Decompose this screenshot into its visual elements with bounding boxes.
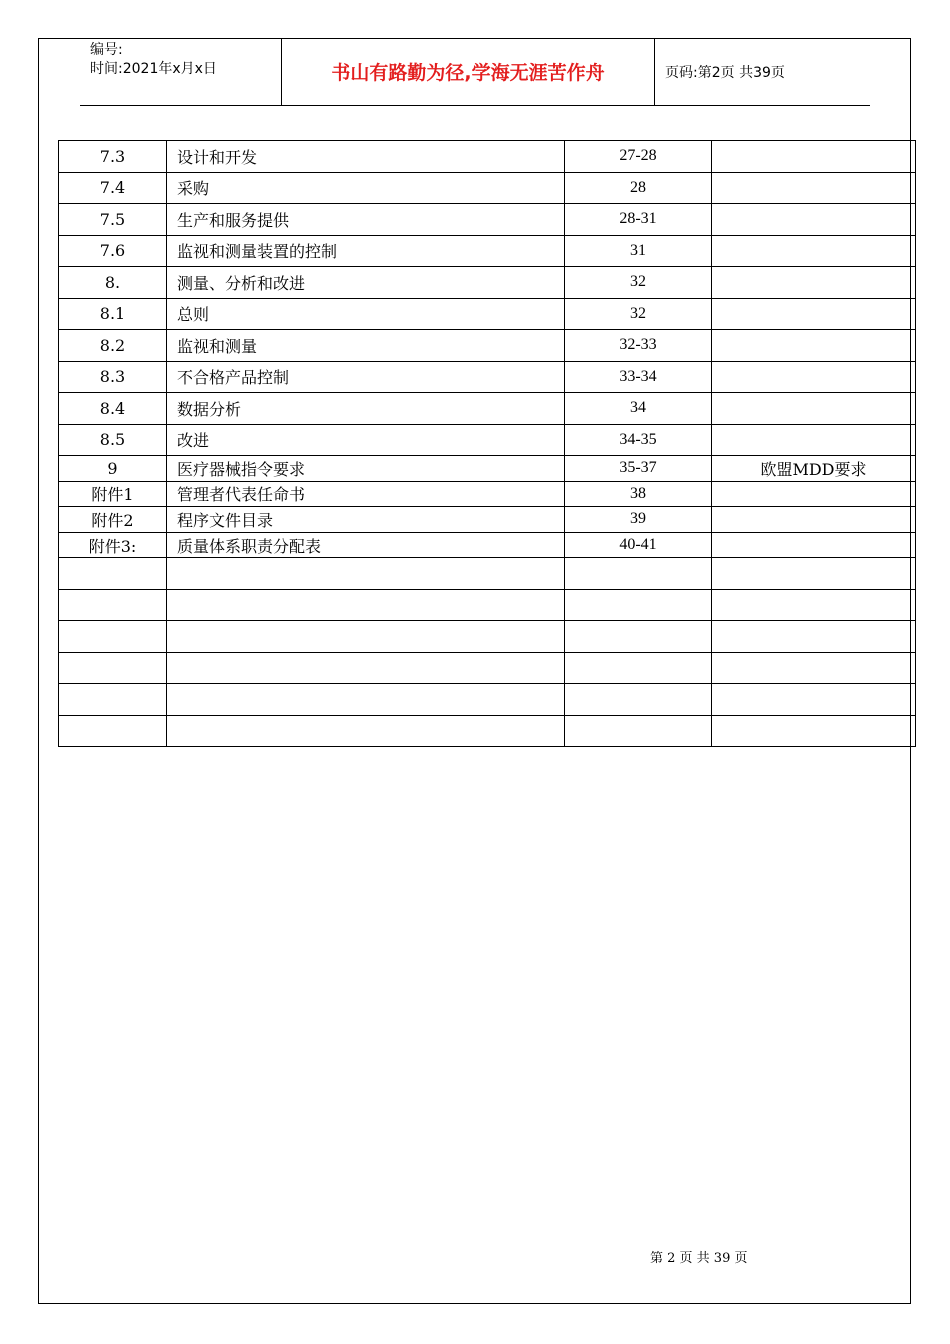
section-number: 7.5 <box>59 204 167 236</box>
section-title: 改进 <box>167 424 565 456</box>
section-number: 7.6 <box>59 235 167 267</box>
section-number: 附件1 <box>59 481 167 507</box>
section-note <box>712 267 916 299</box>
section-pages: 28 <box>565 172 712 204</box>
document-number-label: 编号: <box>90 42 123 58</box>
document-header <box>80 38 870 106</box>
section-number: 8.4 <box>59 393 167 425</box>
empty-table-row <box>59 684 916 716</box>
page-footer: 第 2 页 共 39 页 <box>650 1251 748 1266</box>
section-pages: 32-33 <box>565 330 712 362</box>
section-pages: 32 <box>565 298 712 330</box>
section-note <box>712 481 916 507</box>
section-pages: 27-28 <box>565 141 712 173</box>
section-note <box>712 424 916 456</box>
section-title: 程序文件目录 <box>167 507 565 533</box>
section-pages: 34-35 <box>565 424 712 456</box>
section-pages: 40-41 <box>565 532 712 558</box>
section-number: 附件2 <box>59 507 167 533</box>
section-note <box>712 507 916 533</box>
table-row <box>59 456 916 482</box>
table-row <box>59 141 916 173</box>
section-title: 医疗器械指令要求 <box>167 456 565 482</box>
section-note <box>712 204 916 236</box>
section-note <box>712 330 916 362</box>
document-date: 时间:2021年x月x日 <box>90 61 217 77</box>
section-note <box>712 298 916 330</box>
section-pages: 31 <box>565 235 712 267</box>
table-row <box>59 172 916 204</box>
section-number: 附件3: <box>59 532 167 558</box>
section-number: 8.5 <box>59 424 167 456</box>
section-pages: 39 <box>565 507 712 533</box>
section-number: 8.3 <box>59 361 167 393</box>
table-row <box>59 298 916 330</box>
section-title: 总则 <box>167 298 565 330</box>
section-title: 管理者代表任命书 <box>167 481 565 507</box>
table-row <box>59 424 916 456</box>
section-number: 7.3 <box>59 141 167 173</box>
section-pages: 28-31 <box>565 204 712 236</box>
table-row <box>59 481 916 507</box>
section-title: 采购 <box>167 172 565 204</box>
section-title: 监视和测量装置的控制 <box>167 235 565 267</box>
section-title: 质量体系职责分配表 <box>167 532 565 558</box>
section-note <box>712 141 916 173</box>
table-row <box>59 330 916 362</box>
header-motto: 书山有路勤为径,学海无涯苦作舟 <box>281 38 655 105</box>
section-pages: 35-37 <box>565 456 712 482</box>
empty-table-row <box>59 589 916 621</box>
table-row <box>59 393 916 425</box>
table-row <box>59 267 916 299</box>
section-note: 欧盟MDD要求 <box>712 456 916 482</box>
section-note <box>712 172 916 204</box>
section-pages: 38 <box>565 481 712 507</box>
section-number: 8.2 <box>59 330 167 362</box>
section-number: 8.1 <box>59 298 167 330</box>
section-title: 数据分析 <box>167 393 565 425</box>
section-note <box>712 393 916 425</box>
empty-table-row <box>59 652 916 684</box>
table-row <box>59 235 916 267</box>
table-row <box>59 361 916 393</box>
section-title: 监视和测量 <box>167 330 565 362</box>
empty-table-row <box>59 715 916 747</box>
section-pages: 33-34 <box>565 361 712 393</box>
header-meta <box>80 38 281 105</box>
empty-table-row <box>59 621 916 653</box>
section-title: 不合格产品控制 <box>167 361 565 393</box>
section-number: 8. <box>59 267 167 299</box>
table-row <box>59 507 916 533</box>
section-note <box>712 235 916 267</box>
section-pages: 32 <box>565 267 712 299</box>
table-row <box>59 532 916 558</box>
table-of-contents <box>58 140 916 747</box>
header-page-info: 页码:第2页 共39页 <box>665 64 785 81</box>
section-pages: 34 <box>565 393 712 425</box>
section-note <box>712 361 916 393</box>
table-row <box>59 204 916 236</box>
section-note <box>712 532 916 558</box>
section-number: 9 <box>59 456 167 482</box>
section-number: 7.4 <box>59 172 167 204</box>
section-title: 生产和服务提供 <box>167 204 565 236</box>
section-title: 设计和开发 <box>167 141 565 173</box>
section-title: 测量、分析和改进 <box>167 267 565 299</box>
empty-table-row <box>59 558 916 590</box>
